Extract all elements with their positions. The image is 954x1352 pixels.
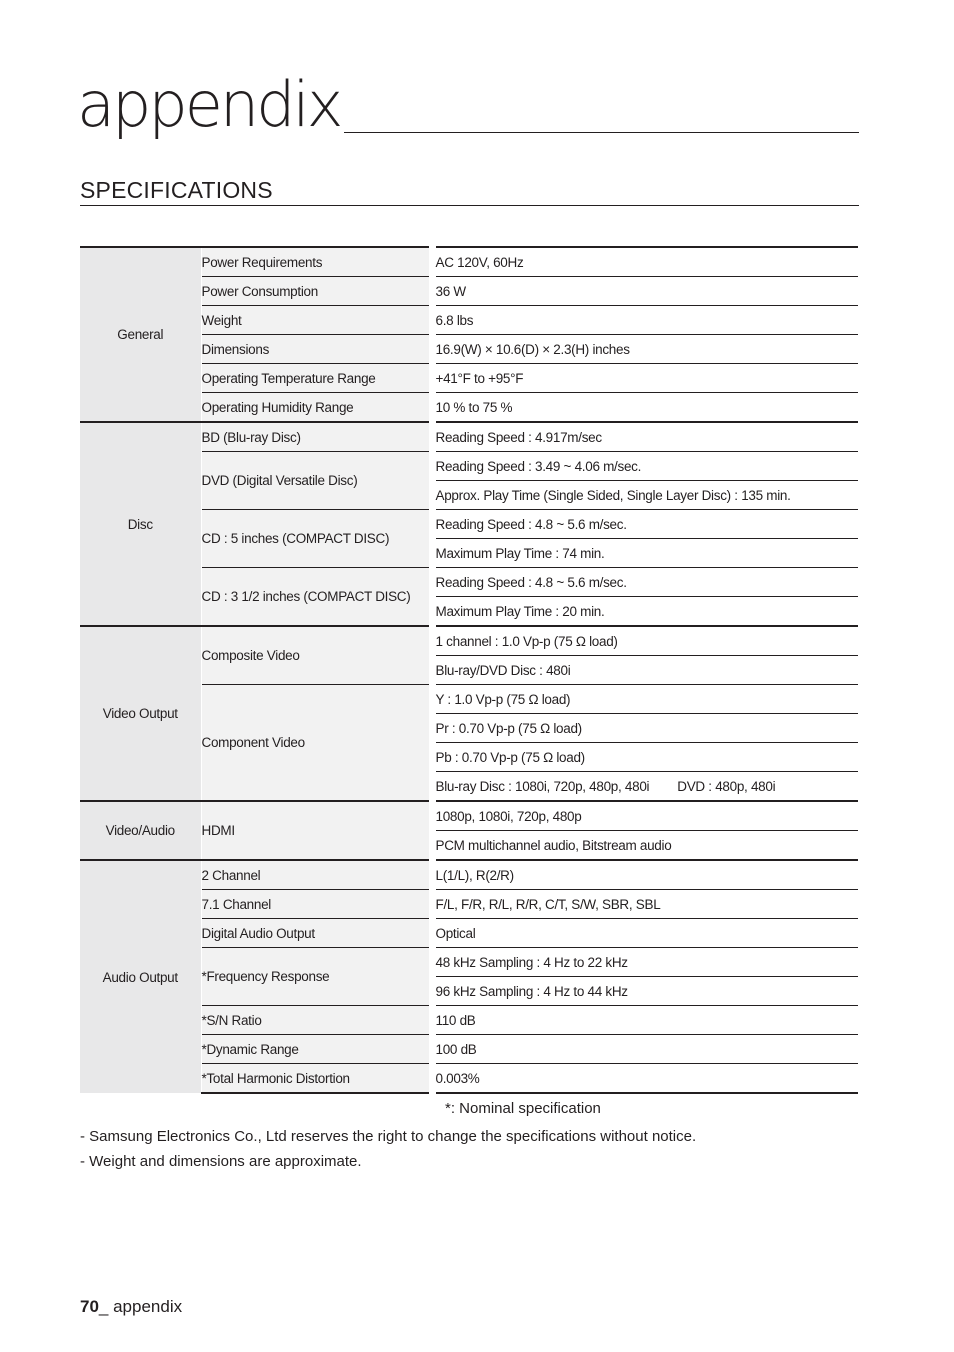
spec-name-cell: DVD (Digital Versatile Disc) [201,452,432,510]
spec-name-cell: Digital Audio Output [201,919,432,948]
spec-value-cell: Optical [432,919,858,948]
spec-value-cell [432,772,858,802]
spec-name-cell: Operating Temperature Range [201,364,432,393]
spec-value-cell: 6.8 lbs [432,306,858,335]
note-line: - Weight and dimensions are approximate. [80,1153,362,1170]
spec-name-cell: Component Video [201,685,432,802]
category-cell: Video Output [80,626,201,801]
section-title: SPECIFICATIONS [80,177,273,203]
table-row [80,422,858,452]
spec-name-cell: *Frequency Response [201,948,432,1006]
spec-name-cell: Weight [201,306,432,335]
specifications-table [80,246,858,1094]
spec-value-cell: F/L, F/R, R/L, R/R, C/T, S/W, SBR, SBL [432,890,858,919]
spec-value-cell: Pr : 0.70 Vp-p (75 Ω load) [432,714,858,743]
spec-value-cell: AC 120V, 60Hz [432,247,858,277]
notes [80,1124,696,1174]
spec-name-cell: *Dynamic Range [201,1035,432,1064]
spec-value-cell: 100 dB [432,1035,858,1064]
spec-value-cell: +41°F to +95°F [432,364,858,393]
page-footer [80,1296,182,1318]
table-row [80,801,858,831]
section-header [80,176,859,206]
spec-name-cell: Operating Humidity Range [201,393,432,423]
spec-name-cell: Power Requirements [201,247,432,277]
spec-value-cell: 110 dB [432,1006,858,1035]
spec-name-cell: *S/N Ratio [201,1006,432,1035]
spec-name-cell: CD : 5 inches (COMPACT DISC) [201,510,432,568]
footer-label: _ appendix [98,1297,183,1316]
category-cell: Disc [80,422,201,626]
spec-value-cell: Reading Speed : 3.49 ~ 4.06 m/sec. [432,452,858,481]
chapter-title: appendix [77,70,344,140]
spec-name-cell: Dimensions [201,335,432,364]
category-cell: Audio Output [80,860,201,1093]
spec-value-cell: Reading Speed : 4.8 ~ 5.6 m/sec. [432,568,858,597]
spec-value-cell: 48 kHz Sampling : 4 Hz to 22 kHz [432,948,858,977]
spec-name-cell: 7.1 Channel [201,890,432,919]
spec-value-part: DVD : 480p, 480i [677,778,776,794]
spec-name-cell: BD (Blu-ray Disc) [201,422,432,452]
spec-value-cell: Reading Speed : 4.917m/sec [432,422,858,452]
category-cell: Video/Audio [80,801,201,860]
note-line: - Samsung Electronics Co., Ltd reserves the right to change the specifications without notice. [80,1128,697,1145]
spec-value-cell: 10 % to 75 % [432,393,858,423]
spec-value-cell: 1080p, 1080i, 720p, 480p [432,801,858,831]
chapter-header [77,68,859,141]
table-row [80,860,858,890]
spec-value-cell: 96 kHz Sampling : 4 Hz to 44 kHz [432,977,858,1006]
spec-value-cell: Maximum Play Time : 74 min. [432,539,858,568]
spec-value-cell: L(1/L), R(2/R) [432,860,858,890]
spec-value-cell: Pb : 0.70 Vp-p (75 Ω load) [432,743,858,772]
spec-name-cell: Power Consumption [201,277,432,306]
table-row [80,247,858,277]
nominal-specification-note: *: Nominal specification [445,1100,601,1117]
spec-name-cell: *Total Harmonic Distortion [201,1064,432,1094]
spec-name-cell: Composite Video [201,626,432,685]
category-cell: General [80,247,201,422]
table-row [80,626,858,656]
spec-value-part: Blu-ray Disc : 1080i, 720p, 480p, 480i [435,778,650,794]
spec-value-cell: PCM multichannel audio, Bitstream audio [432,831,858,861]
spec-name-cell: CD : 3 1/2 inches (COMPACT DISC) [201,568,432,627]
spec-value-cell: 1 channel : 1.0 Vp-p (75 Ω load) [432,626,858,656]
spec-name-cell: HDMI [201,801,432,860]
spec-value-cell: Approx. Play Time (Single Sided, Single Layer Disc) : 135 min. [432,481,858,510]
spec-value-cell: Y : 1.0 Vp-p (75 Ω load) [432,685,858,714]
spec-value-cell: Maximum Play Time : 20 min. [432,597,858,627]
page-number: 70 [80,1297,99,1316]
spec-value-cell: 36 W [432,277,858,306]
spec-name-cell: 2 Channel [201,860,432,890]
spec-value-cell: Reading Speed : 4.8 ~ 5.6 m/sec. [432,510,858,539]
spec-value-cell: 0.003% [432,1064,858,1094]
spec-value-cell: Blu-ray/DVD Disc : 480i [432,656,858,685]
spec-value-cell: 16.9(W) × 10.6(D) × 2.3(H) inches [432,335,858,364]
